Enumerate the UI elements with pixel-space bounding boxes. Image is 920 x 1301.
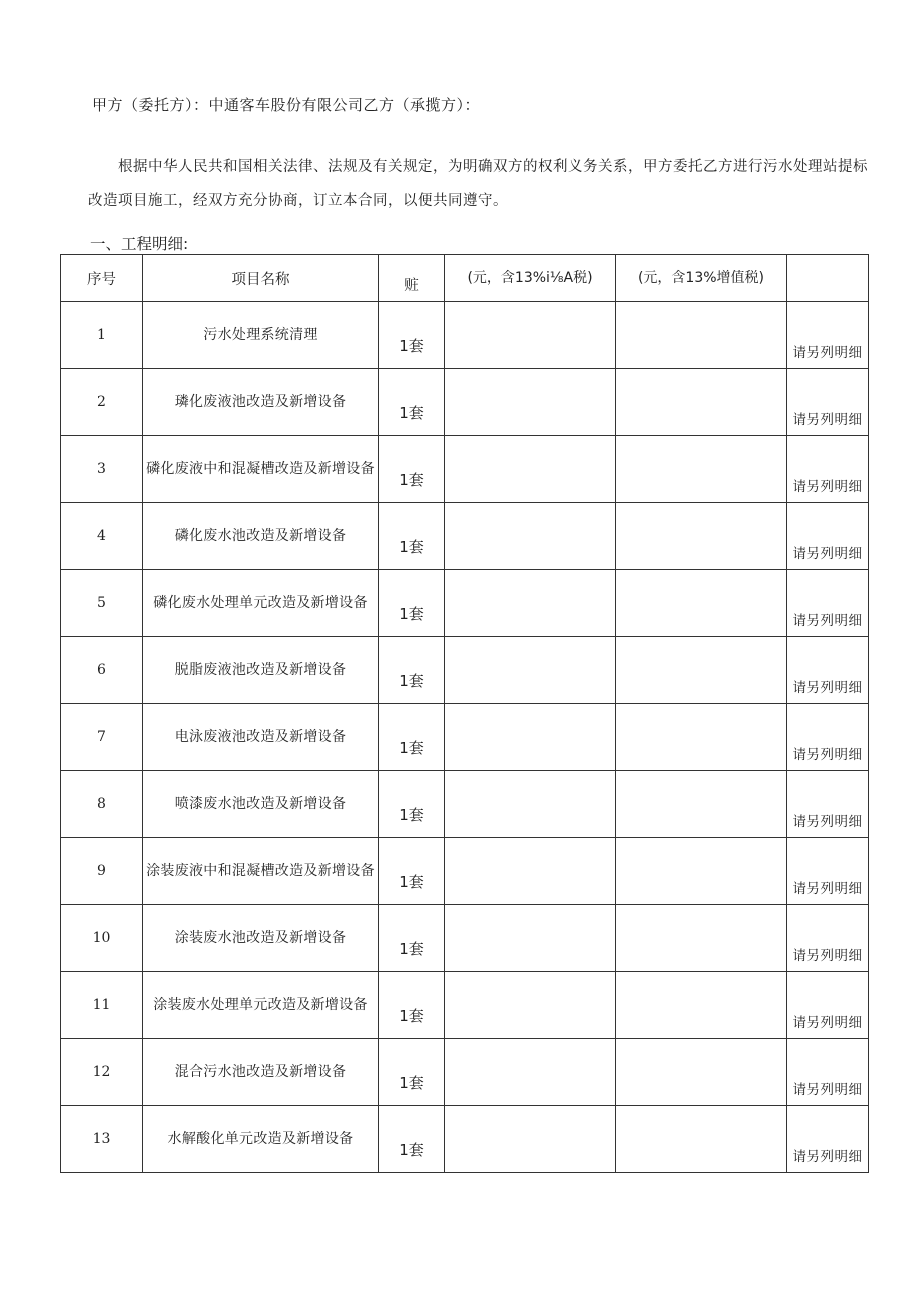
row-item-name: 涂装废水池改造及新增设备 [143,905,379,972]
row-note-text: 请另列明细 [792,947,863,964]
table-row [61,838,869,905]
row-note-text: 请另列明细 [792,411,863,428]
row-item-name: 混合污水池改造及新增设备 [143,1039,379,1106]
row-unit-price [445,972,616,1039]
row-note-text: 请另列明细 [792,478,863,495]
row-serial-no: 2 [61,369,143,436]
table-body [61,302,869,1173]
row-quantity [379,637,445,704]
row-quantity-value: 1套 [399,604,424,623]
row-note-text: 请另列明细 [792,344,863,361]
table-row [61,570,869,637]
row-quantity-value: 1套 [399,939,424,958]
row-total-price [616,771,787,838]
row-total-price [616,1039,787,1106]
row-note-text: 请另列明细 [792,612,863,629]
row-item-name: 脱脂废液池改造及新增设备 [143,637,379,704]
row-quantity-value: 1套 [399,1140,424,1159]
row-serial-no: 10 [61,905,143,972]
party-line: 甲方（委托方）：中通客车股份有限公司乙方（承揽方）： [92,96,481,114]
table-header-row [61,255,869,302]
row-item-name: 磷化废水池改造及新增设备 [143,503,379,570]
row-quantity [379,1106,445,1173]
row-total-price [616,1106,787,1173]
row-note [787,302,869,369]
table-row [61,369,869,436]
row-quantity-value: 1套 [399,738,424,757]
row-serial-no: 5 [61,570,143,637]
table-row [61,905,869,972]
row-quantity [379,436,445,503]
row-quantity [379,1039,445,1106]
row-total-price [616,570,787,637]
row-quantity-value: 1套 [399,470,424,489]
row-note [787,369,869,436]
row-quantity [379,704,445,771]
row-total-price [616,704,787,771]
row-note-text: 请另列明细 [792,545,863,562]
row-serial-no: 4 [61,503,143,570]
row-total-price [616,637,787,704]
row-quantity-value: 1套 [399,872,424,891]
row-total-price [616,838,787,905]
header-total-price [616,255,787,302]
row-total-price [616,369,787,436]
row-item-name: 涂装废水处理单元改造及新增设备 [143,972,379,1039]
row-unit-price [445,637,616,704]
table-row [61,1039,869,1106]
header-item-name: 项目名称 [143,255,379,302]
row-note-text: 请另列明细 [792,880,863,897]
row-note [787,704,869,771]
row-unit-price [445,570,616,637]
row-serial-no: 1 [61,302,143,369]
section-title: 一、工程明细: [90,235,189,253]
intro-paragraph: 根据中华人民共和国相关法律、法规及有关规定，为明确双方的权利义务关系，甲方委托乙方进行污水处理站提标改造项目施工，经双方充分协商，订立本合同，以便共同遵守。 [88,159,868,209]
table-row [61,503,869,570]
row-unit-price [445,1106,616,1173]
table-row [61,704,869,771]
row-note [787,905,869,972]
row-quantity-value: 1套 [399,671,424,690]
row-unit-price [445,771,616,838]
row-item-name: 涂装废液中和混凝槽改造及新增设备 [143,838,379,905]
row-note [787,972,869,1039]
row-note-text: 请另列明细 [792,679,863,696]
row-serial-no: 6 [61,637,143,704]
row-serial-no: 3 [61,436,143,503]
row-quantity-value: 1套 [399,336,424,355]
row-quantity [379,503,445,570]
header-serial-no: 序号 [61,255,143,302]
row-quantity [379,838,445,905]
row-quantity [379,570,445,637]
row-quantity [379,771,445,838]
row-total-price [616,972,787,1039]
row-unit-price [445,436,616,503]
row-item-name: 水解酸化单元改造及新增设备 [143,1106,379,1173]
row-note-text: 请另列明细 [792,746,863,763]
row-quantity [379,905,445,972]
row-quantity-value: 1套 [399,403,424,422]
row-unit-price [445,905,616,972]
row-serial-no: 11 [61,972,143,1039]
row-note [787,1106,869,1173]
row-note [787,771,869,838]
row-note-text: 请另列明细 [792,1081,863,1098]
table-row [61,972,869,1039]
row-note [787,1039,869,1106]
row-serial-no: 7 [61,704,143,771]
row-unit-price [445,503,616,570]
row-note [787,838,869,905]
row-total-price [616,503,787,570]
row-unit-price [445,302,616,369]
header-unit-price [445,255,616,302]
row-note [787,637,869,704]
header-unit-label: 赃 [404,277,419,294]
table-row [61,771,869,838]
table-row [61,1106,869,1173]
row-note-text: 请另列明细 [792,1148,863,1165]
row-note-text: 请另列明细 [792,1014,863,1031]
row-unit-price [445,704,616,771]
row-item-name: 电泳废液池改造及新增设备 [143,704,379,771]
row-serial-no: 9 [61,838,143,905]
row-unit-price [445,1039,616,1106]
row-unit-price [445,838,616,905]
row-note [787,436,869,503]
row-item-name: 污水处理系统清理 [143,302,379,369]
header-note [787,255,869,302]
row-item-name: 璘化废液池改造及新增设备 [143,369,379,436]
row-serial-no: 13 [61,1106,143,1173]
row-serial-no: 12 [61,1039,143,1106]
row-total-price [616,302,787,369]
row-quantity-value: 1套 [399,805,424,824]
row-quantity-value: 1套 [399,1006,424,1025]
table-row [61,436,869,503]
row-item-name: 喷漆废水池改造及新增设备 [143,771,379,838]
row-quantity [379,302,445,369]
header-unit-price-label: (元，含13%i⅛A税) [467,269,593,286]
project-detail-table [60,254,869,1173]
row-unit-price [445,369,616,436]
row-note [787,570,869,637]
row-total-price [616,905,787,972]
row-note [787,503,869,570]
table-row [61,637,869,704]
header-unit [379,255,445,302]
row-quantity [379,972,445,1039]
row-item-name: 磷化废水处理单元改造及新增设备 [143,570,379,637]
row-serial-no: 8 [61,771,143,838]
row-quantity-value: 1套 [399,1073,424,1092]
table-row [61,302,869,369]
row-item-name: 磷化废液中和混凝槽改造及新增设备 [143,436,379,503]
row-quantity [379,369,445,436]
header-total-price-label: (元，含13%增值税) [637,269,765,286]
row-note-text: 请另列明细 [792,813,863,830]
row-quantity-value: 1套 [399,537,424,556]
row-total-price [616,436,787,503]
